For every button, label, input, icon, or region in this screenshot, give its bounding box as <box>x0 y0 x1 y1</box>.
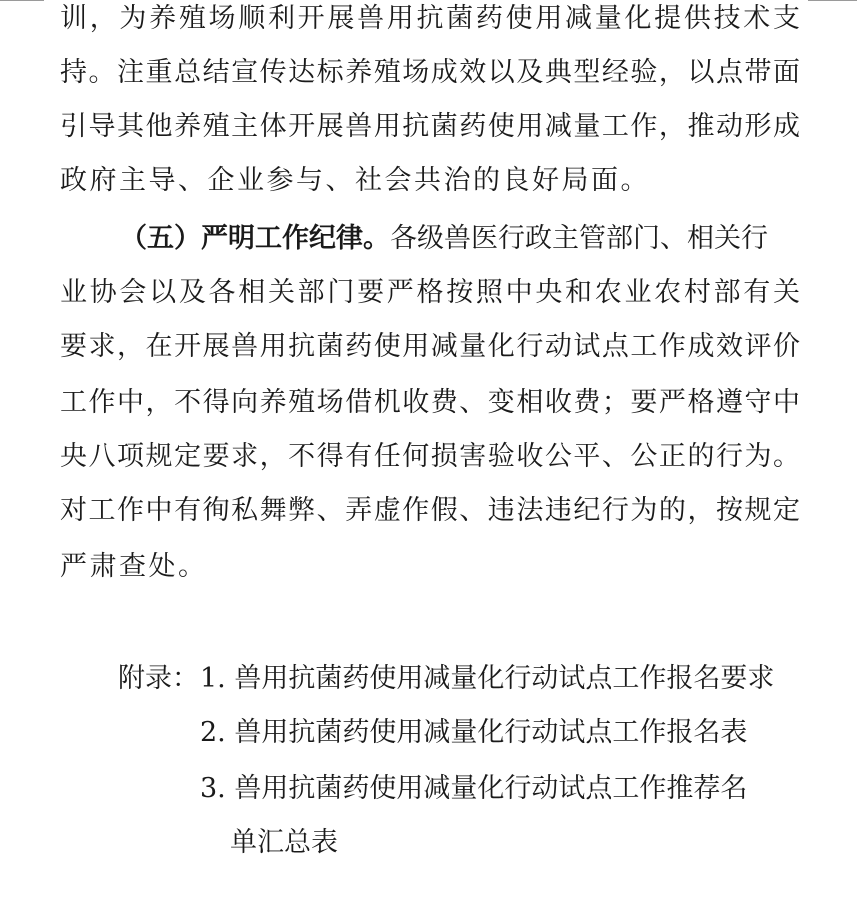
paragraph-2-line-1 <box>120 214 800 264</box>
page-top-rule-left <box>0 0 44 1</box>
appendix-item-1: 1. 兽用抗菌药使用减量化行动试点工作报名要求 <box>200 663 775 694</box>
paragraph-2-line-2: 业协会以及各相关部门要严格按照中央和农业农村部有关 <box>60 277 800 308</box>
paragraph-2-line-3: 要求，在开展兽用抗菌药使用减量化行动试点工作成效评价 <box>60 331 800 362</box>
appendix-item-3-continuation: 单汇总表 <box>230 827 338 858</box>
appendix-item-2: 2. 兽用抗菌药使用减量化行动试点工作报名表 <box>200 717 748 748</box>
paragraph-2-line-1-text: 各级兽医行政主管部门、相关行 <box>390 223 768 254</box>
paragraph-1-line-4: 政府主导、企业参与、社会共治的良好局面。 <box>60 165 650 196</box>
paragraph-1-line-1: 训，为养殖场顺利开展兽用抗菌药使用减量化提供技术支 <box>60 3 800 34</box>
appendix-item-3: 3. 兽用抗菌药使用减量化行动试点工作推荐名 <box>200 773 748 804</box>
page-top-rule-right <box>808 0 857 1</box>
paragraph-2-line-4: 工作中，不得向养殖场借机收费、变相收费；要严格遵守中 <box>60 387 800 418</box>
section-heading: （五）严明工作纪律。 <box>120 223 390 254</box>
paragraph-2-line-6: 对工作中有徇私舞弊、弄虚作假、违法违纪行为的，按规定 <box>60 495 800 526</box>
paragraph-2-line-7: 严肃查处。 <box>60 551 208 582</box>
paragraph-1-line-2: 持。注重总结宣传达标养殖场成效以及典型经验，以点带面 <box>60 57 800 88</box>
appendix-label: 附录： <box>118 663 199 694</box>
paragraph-2-line-5: 央八项规定要求，不得有任何损害验收公平、公正的行为。 <box>60 441 800 472</box>
paragraph-1-line-3: 引导其他养殖主体开展兽用抗菌药使用减量工作，推动形成 <box>60 111 800 142</box>
